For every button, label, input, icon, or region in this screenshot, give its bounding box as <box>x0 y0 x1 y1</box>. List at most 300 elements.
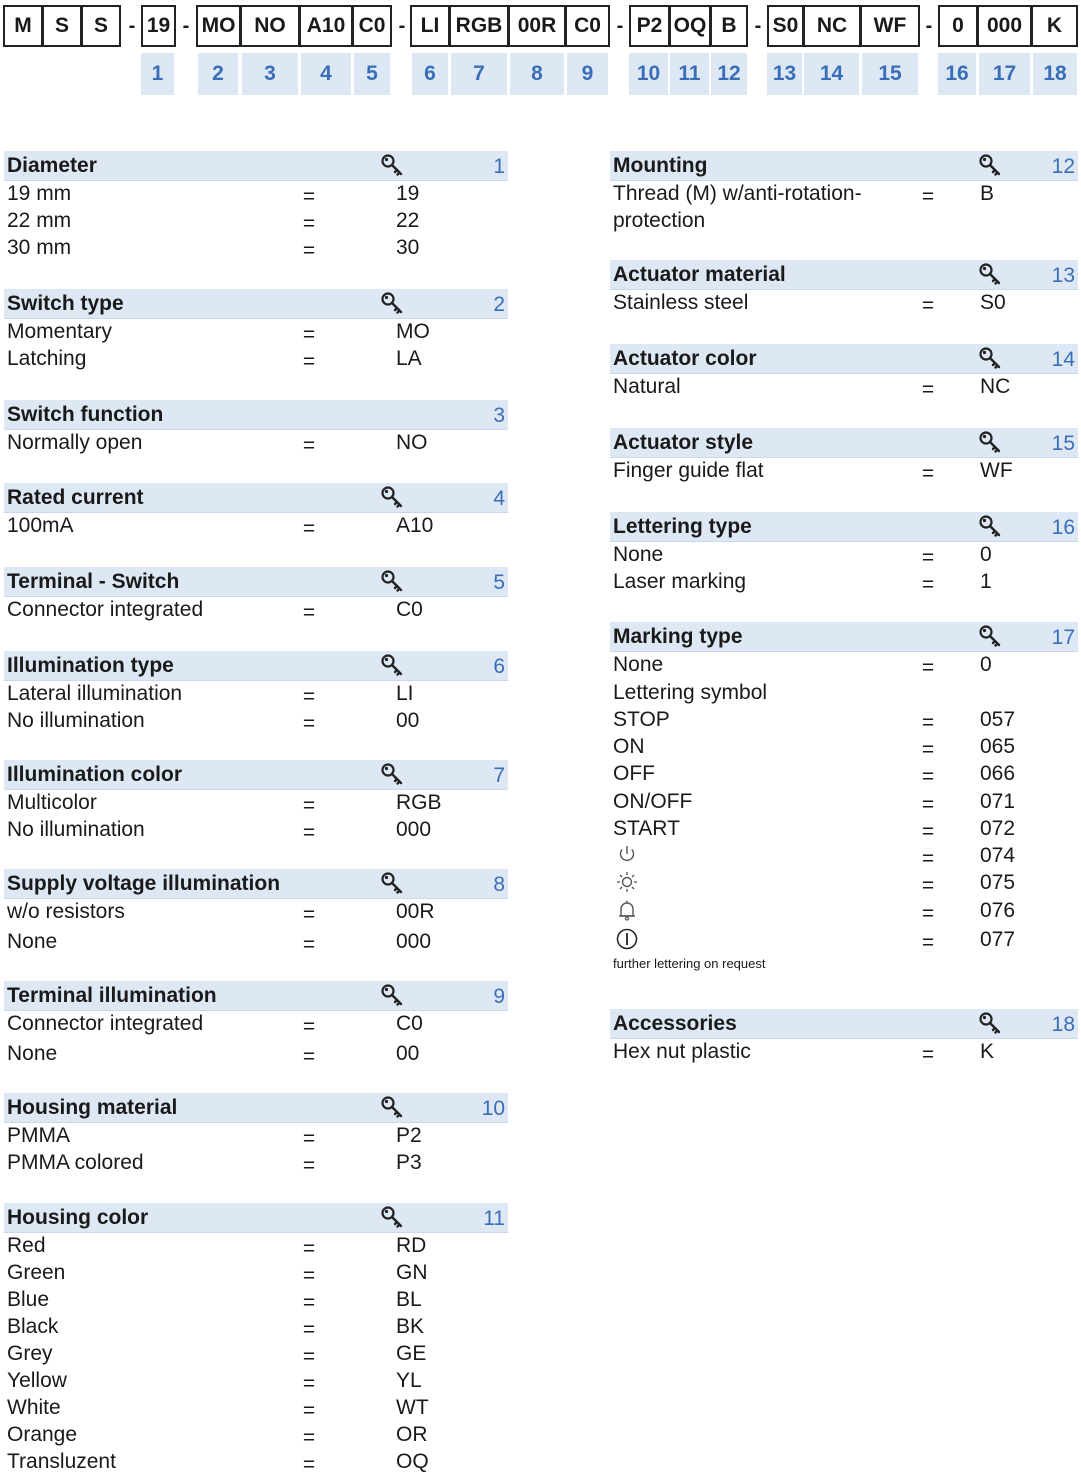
option-code: A10 <box>396 514 434 537</box>
dash-separator: - <box>754 14 762 37</box>
equals-sign: = <box>921 294 935 317</box>
option-label: None <box>7 930 58 953</box>
option-label: w/o resistors <box>7 900 125 923</box>
option-label: PMMA <box>7 1124 70 1147</box>
code-box: WF <box>860 5 920 47</box>
option-label: Lateral illumination <box>7 682 183 705</box>
order-code-row <box>0 0 1081 100</box>
section-title: Actuator style <box>613 431 754 454</box>
equals-sign: = <box>921 931 935 954</box>
option-row <box>4 1010 508 1037</box>
power-icon <box>614 842 640 868</box>
position-number: 15 <box>862 53 918 95</box>
position-number: 12 <box>711 53 747 95</box>
section-header <box>4 289 508 319</box>
section-header <box>4 1203 508 1233</box>
code-box: NC <box>803 5 861 47</box>
section-header <box>610 1009 1078 1039</box>
option-row <box>4 898 508 925</box>
option-label: 30 mm <box>7 236 72 259</box>
option-code: 30 <box>396 236 420 259</box>
option-code: 0 <box>980 653 992 676</box>
option-code: GE <box>396 1342 427 1365</box>
code-box: 0 <box>938 5 978 47</box>
dash-separator: - <box>128 14 136 37</box>
code-box: S <box>81 5 121 47</box>
option-row <box>4 345 508 372</box>
option-row <box>4 1340 508 1367</box>
option-label: Normally open <box>7 431 143 454</box>
code-box: 000 <box>977 5 1032 47</box>
equals-sign: = <box>302 933 316 956</box>
option-code: NO <box>396 431 428 454</box>
option-label: protection <box>613 209 706 232</box>
position-number: 13 <box>767 53 802 95</box>
section-housing-color <box>4 1203 508 1476</box>
section-number: 12 <box>1051 155 1075 178</box>
section-diameter <box>4 151 508 262</box>
key-icon <box>380 1095 404 1119</box>
equals-sign: = <box>302 239 316 262</box>
option-label: Finger guide flat <box>613 459 764 482</box>
section-title: Switch function <box>7 403 164 426</box>
equals-sign: = <box>302 185 316 208</box>
option-code: 1 <box>980 570 992 593</box>
equals-sign: = <box>302 1045 316 1068</box>
section-header <box>4 400 508 430</box>
section-number: 15 <box>1051 432 1075 455</box>
option-label: Grey <box>7 1342 53 1365</box>
equals-sign: = <box>921 711 935 734</box>
equals-sign: = <box>302 212 316 235</box>
option-label: Blue <box>7 1288 50 1311</box>
option-row <box>4 1313 508 1340</box>
position-number: 5 <box>354 53 390 95</box>
section-header <box>4 483 508 513</box>
code-box: NO <box>240 5 300 47</box>
key-icon <box>380 153 404 177</box>
section-number: 18 <box>1051 1013 1075 1036</box>
equals-sign: = <box>302 1399 316 1422</box>
section-number: 10 <box>481 1097 505 1120</box>
option-code: 22 <box>396 209 420 232</box>
position-number: 3 <box>242 53 298 95</box>
option-row <box>610 760 1078 787</box>
option-label: Connector integrated <box>7 598 204 621</box>
option-label: No illumination <box>7 709 145 732</box>
option-code: MO <box>396 320 430 343</box>
option-row <box>4 1367 508 1394</box>
light-bulb-icon <box>614 869 640 895</box>
key-icon <box>380 485 404 509</box>
option-label: None <box>613 653 664 676</box>
option-code: GN <box>396 1261 428 1284</box>
option-label: START <box>613 817 680 840</box>
option-row <box>4 816 508 843</box>
option-code: 00R <box>396 900 435 923</box>
code-box: OQ <box>669 5 711 47</box>
option-code: RD <box>396 1234 427 1257</box>
section-actuator-material <box>610 260 1078 317</box>
option-label: Red <box>7 1234 46 1257</box>
section-number: 13 <box>1051 264 1075 287</box>
option-label: White <box>7 1396 61 1419</box>
section-number: 9 <box>493 985 505 1008</box>
section-supply-voltage-illumination <box>4 869 508 956</box>
section-mounting <box>610 151 1078 232</box>
position-number: 8 <box>510 53 564 95</box>
section-title: Lettering type <box>613 515 752 538</box>
key-icon <box>380 983 404 1007</box>
option-code: WT <box>396 1396 429 1419</box>
section-header <box>4 151 508 181</box>
option-code: BK <box>396 1315 425 1338</box>
position-number: 1 <box>141 53 174 95</box>
section-number: 4 <box>493 487 505 510</box>
option-label: None <box>7 1042 58 1065</box>
equals-sign: = <box>302 794 316 817</box>
key-icon <box>380 653 404 677</box>
option-code: WF <box>980 459 1013 482</box>
section-number: 14 <box>1051 348 1075 371</box>
option-row <box>4 234 508 261</box>
section-header <box>610 428 1078 458</box>
section-header <box>4 651 508 681</box>
section-title: Actuator material <box>613 263 786 286</box>
option-code: OQ <box>396 1450 429 1473</box>
section-marking-type <box>610 622 1078 971</box>
key-icon <box>978 1011 1002 1035</box>
section-number: 17 <box>1051 626 1075 649</box>
option-label: PMMA colored <box>7 1151 144 1174</box>
section-housing-material <box>4 1093 508 1177</box>
option-code: B <box>980 182 995 205</box>
section-header <box>4 869 508 899</box>
equals-sign: = <box>302 1154 316 1177</box>
option-code: 00 <box>396 1042 420 1065</box>
section-title: Accessories <box>613 1012 737 1035</box>
position-number: 18 <box>1033 53 1077 95</box>
option-row <box>610 289 1078 316</box>
option-code: P3 <box>396 1151 422 1174</box>
section-lettering-type <box>610 512 1078 596</box>
code-box: 19 <box>141 5 176 47</box>
code-box: 00R <box>508 5 566 47</box>
option-row <box>4 707 508 734</box>
equals-sign: = <box>302 1453 316 1476</box>
equals-sign: = <box>921 847 935 870</box>
option-code: 076 <box>980 899 1016 922</box>
option-label: Laser marking <box>613 570 747 593</box>
section-title: Illumination color <box>7 763 183 786</box>
section-header <box>4 760 508 790</box>
dash-separator: - <box>398 14 406 37</box>
key-icon <box>978 153 1002 177</box>
option-row <box>4 680 508 707</box>
equals-sign: = <box>921 765 935 788</box>
option-row <box>4 1122 508 1149</box>
option-row <box>610 679 1078 706</box>
option-row <box>610 207 1078 234</box>
code-box: C0 <box>352 5 392 47</box>
option-label: Multicolor <box>7 791 97 814</box>
section-illumination-color <box>4 760 508 844</box>
section-number: 6 <box>493 655 505 678</box>
section-illumination-type <box>4 651 508 735</box>
code-box: A10 <box>299 5 353 47</box>
dash-separator: - <box>182 14 190 37</box>
equals-sign: = <box>302 1015 316 1038</box>
section-header <box>4 981 508 1011</box>
option-row <box>4 596 508 623</box>
key-icon <box>380 569 404 593</box>
option-row <box>4 1421 508 1448</box>
option-row <box>610 869 1078 896</box>
option-code: 0 <box>980 543 992 566</box>
section-accessories <box>610 1009 1078 1066</box>
option-code: 057 <box>980 708 1016 731</box>
equals-sign: = <box>302 434 316 457</box>
position-number: 9 <box>567 53 608 95</box>
option-row <box>610 651 1078 678</box>
code-box: RGB <box>449 5 509 47</box>
info-circle-icon <box>614 926 640 952</box>
code-box: B <box>710 5 748 47</box>
option-code: 077 <box>980 928 1016 951</box>
code-box: K <box>1031 5 1078 47</box>
option-label: Thread (M) w/anti-rotation- <box>613 182 862 205</box>
option-row <box>4 1259 508 1286</box>
option-label: 100mA <box>7 514 74 537</box>
option-label: Latching <box>7 347 87 370</box>
equals-sign: = <box>302 601 316 624</box>
option-label: Orange <box>7 1423 78 1446</box>
bell-icon <box>614 897 640 923</box>
option-row <box>610 897 1078 924</box>
option-code: 00 <box>396 709 420 732</box>
section-header <box>610 151 1078 181</box>
equals-sign: = <box>302 903 316 926</box>
option-label: ON/OFF <box>613 790 693 813</box>
section-title: Switch type <box>7 292 124 315</box>
section-title: Mounting <box>613 154 708 177</box>
option-row <box>610 815 1078 842</box>
option-label: Momentary <box>7 320 113 343</box>
section-title: Marking type <box>613 625 743 648</box>
option-label: Transluzent <box>7 1450 116 1473</box>
section-title: Actuator color <box>613 347 757 370</box>
code-box: C0 <box>565 5 610 47</box>
section-number: 16 <box>1051 516 1075 539</box>
option-row <box>610 733 1078 760</box>
equals-sign: = <box>921 820 935 843</box>
equals-sign: = <box>921 874 935 897</box>
equals-sign: = <box>302 1264 316 1287</box>
section-number: 2 <box>493 293 505 316</box>
option-code: K <box>980 1040 995 1063</box>
option-row <box>610 541 1078 568</box>
option-row <box>4 789 508 816</box>
equals-sign: = <box>302 685 316 708</box>
option-label: Black <box>7 1315 59 1338</box>
section-number: 7 <box>493 764 505 787</box>
equals-sign: = <box>302 821 316 844</box>
option-row <box>4 318 508 345</box>
option-code: C0 <box>396 598 423 621</box>
equals-sign: = <box>302 1345 316 1368</box>
option-row <box>610 457 1078 484</box>
option-code: S0 <box>980 291 1006 314</box>
option-code: 075 <box>980 871 1016 894</box>
position-number: 7 <box>451 53 507 95</box>
option-row <box>4 1149 508 1176</box>
equals-sign: = <box>921 1043 935 1066</box>
option-label: Connector integrated <box>7 1012 204 1035</box>
equals-sign: = <box>302 350 316 373</box>
code-box: P2 <box>629 5 670 47</box>
section-title: Rated current <box>7 486 144 509</box>
key-icon <box>978 624 1002 648</box>
option-label: 22 mm <box>7 209 72 232</box>
equals-sign: = <box>302 1426 316 1449</box>
section-actuator-color <box>610 344 1078 401</box>
option-code: 000 <box>396 818 432 841</box>
option-label: ON <box>613 735 645 758</box>
section-header <box>610 512 1078 542</box>
equals-sign: = <box>302 1291 316 1314</box>
option-code: LA <box>396 347 422 370</box>
option-code: YL <box>396 1369 422 1392</box>
key-icon <box>978 346 1002 370</box>
option-row <box>610 568 1078 595</box>
option-row <box>610 373 1078 400</box>
section-number: 5 <box>493 571 505 594</box>
section-title: Terminal - Switch <box>7 570 180 593</box>
option-row <box>610 788 1078 815</box>
section-number: 3 <box>493 404 505 427</box>
option-code: 000 <box>396 930 432 953</box>
section-switch-function <box>4 400 508 457</box>
section-number: 8 <box>493 873 505 896</box>
section-title: Illumination type <box>7 654 174 677</box>
equals-sign: = <box>921 902 935 925</box>
option-code: P2 <box>396 1124 422 1147</box>
equals-sign: = <box>302 712 316 735</box>
code-box: MO <box>196 5 241 47</box>
section-rated-current <box>4 483 508 540</box>
position-number: 6 <box>412 53 448 95</box>
equals-sign: = <box>921 656 935 679</box>
key-icon <box>380 762 404 786</box>
section-terminal-illumination <box>4 981 508 1068</box>
equals-sign: = <box>302 323 316 346</box>
position-number: 16 <box>938 53 976 95</box>
option-label: No illumination <box>7 818 145 841</box>
section-title: Terminal illumination <box>7 984 217 1007</box>
position-number: 14 <box>804 53 859 95</box>
section-title: Supply voltage illumination <box>7 872 281 895</box>
option-row <box>4 1394 508 1421</box>
code-box: M <box>3 5 43 47</box>
option-label: Stainless steel <box>613 291 749 314</box>
equals-sign: = <box>302 517 316 540</box>
section-header <box>610 622 1078 652</box>
position-number: 2 <box>198 53 238 95</box>
section-title: Diameter <box>7 154 97 177</box>
option-row <box>4 1040 508 1067</box>
key-icon <box>978 262 1002 286</box>
section-title: Housing color <box>7 1206 149 1229</box>
option-label: OFF <box>613 762 655 785</box>
dash-separator: - <box>616 14 624 37</box>
option-code: 072 <box>980 817 1016 840</box>
section-header <box>610 344 1078 374</box>
option-label: Natural <box>613 375 681 398</box>
key-icon <box>380 1205 404 1229</box>
option-code: NC <box>980 375 1011 398</box>
position-number: 4 <box>301 53 351 95</box>
section-terminal-switch <box>4 567 508 624</box>
option-code: 066 <box>980 762 1016 785</box>
equals-sign: = <box>921 793 935 816</box>
equals-sign: = <box>921 738 935 761</box>
option-row <box>610 1038 1078 1065</box>
option-row <box>610 180 1078 207</box>
option-code: 074 <box>980 844 1016 867</box>
key-icon <box>978 430 1002 454</box>
position-number: 11 <box>670 53 709 95</box>
section-number: 1 <box>493 155 505 178</box>
section-header <box>4 567 508 597</box>
option-label: Yellow <box>7 1369 67 1392</box>
equals-sign: = <box>302 1127 316 1150</box>
equals-sign: = <box>921 573 935 596</box>
option-row <box>4 1232 508 1259</box>
section-header <box>4 1093 508 1123</box>
section-header <box>610 260 1078 290</box>
position-number: 10 <box>629 53 668 95</box>
footnote: further lettering on request <box>613 956 766 971</box>
option-row <box>4 1286 508 1313</box>
option-label: Green <box>7 1261 66 1284</box>
section-actuator-style <box>610 428 1078 485</box>
option-row <box>4 207 508 234</box>
option-row <box>4 180 508 207</box>
section-number: 11 <box>483 1207 505 1230</box>
option-label: None <box>613 543 664 566</box>
key-icon <box>380 291 404 315</box>
equals-sign: = <box>921 462 935 485</box>
option-code: LI <box>396 682 414 705</box>
position-number: 17 <box>979 53 1030 95</box>
option-label: STOP <box>613 708 670 731</box>
code-box: S0 <box>767 5 804 47</box>
equals-sign: = <box>921 378 935 401</box>
equals-sign: = <box>921 546 935 569</box>
equals-sign: = <box>302 1318 316 1341</box>
section-switch-type <box>4 289 508 373</box>
dash-separator: - <box>925 14 933 37</box>
option-code: BL <box>396 1288 422 1311</box>
equals-sign: = <box>302 1237 316 1260</box>
option-code: 19 <box>396 182 420 205</box>
key-icon <box>978 514 1002 538</box>
code-box: LI <box>410 5 450 47</box>
option-row <box>610 706 1078 733</box>
option-row <box>4 928 508 955</box>
option-label: Lettering symbol <box>613 681 768 704</box>
equals-sign: = <box>921 185 935 208</box>
